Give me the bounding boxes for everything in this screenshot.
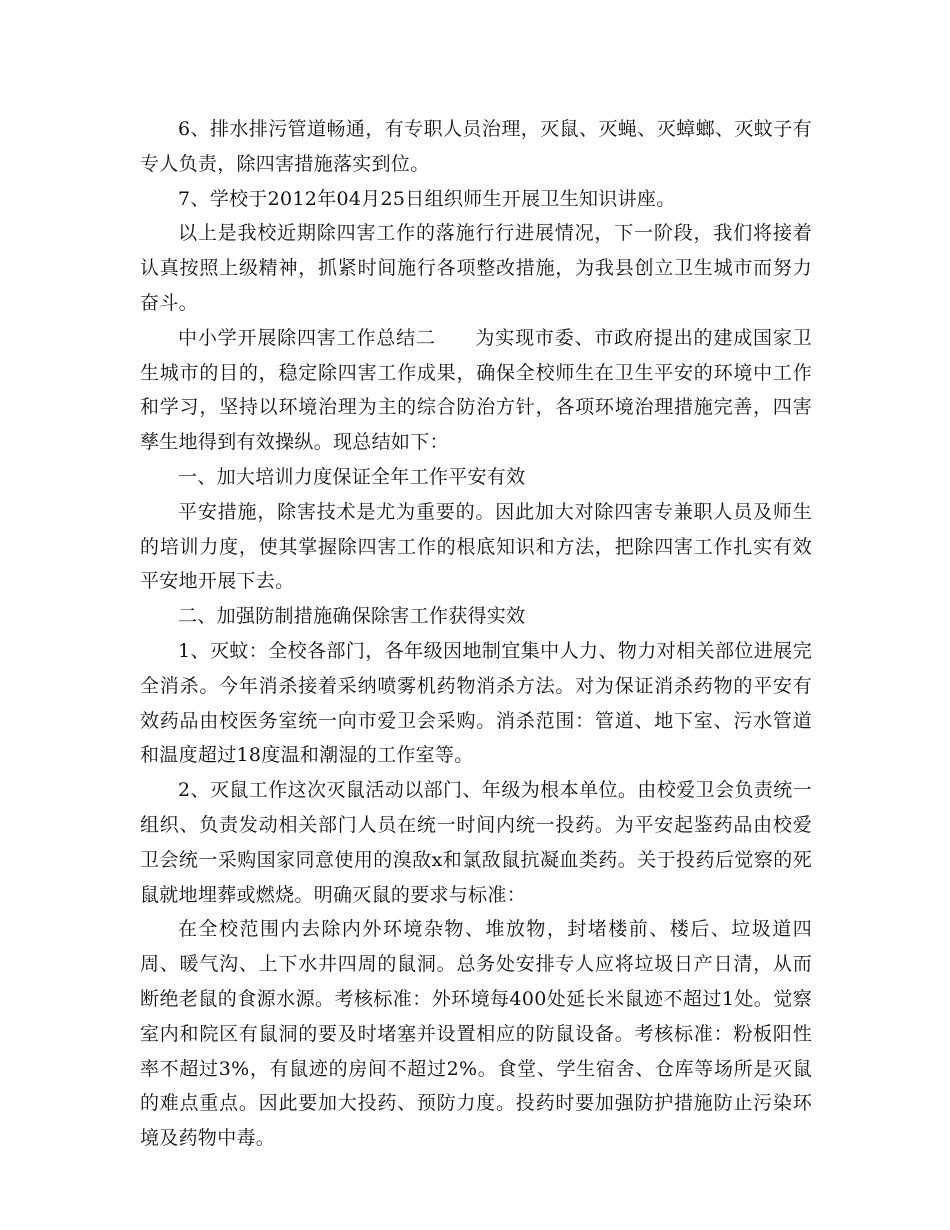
paragraph-item-7-lecture: 7、学校于2012年04月25日组织师生开展卫生知识讲座。 — [178, 187, 676, 210]
paragraph-mosquito-control: 1、灭蚊：全校各部门，各年级因地制宜集中人力、物力对相关部位进展完全消杀。今年消杀接着采纳喷雾机药物消杀方法。对为保证消杀药物的平安有效药品由校医务室统一向市爱卫会采购。消杀范围：管道、地下室、污水管道和温度超过18度温和潮湿的工作室等。 — [140, 639, 812, 767]
document-body — [140, 112, 812, 1156]
section-heading-control-measures: 二、加强防制措施确保除害工作获得实效 — [178, 605, 526, 628]
paragraph-rodent-standards: 在全校范围内去除内外环境杂物、堆放物，封堵楼前、楼后、垃圾道四周、暖气沟、上下水井四周的鼠洞。总务处安排专人应将垃圾日产日清，从而断绝老鼠的食源水源。考核标准：外环境每400处延长米鼠迹不超过1处。觉察室内和院区有鼠洞的要及时堵塞并设置相应的防鼠设备。考核标准：粉板阳性率不超过3%，有鼠迹的房间不超过2%。食堂、学生宿舍、仓库等场所是灭鼠的难点重点。因此要加大投药、预防力度。投药时要加强防护措施防止污染环境及药物中毒。 — [140, 918, 812, 1150]
section-heading-training: 一、加大培训力度保证全年工作平安有效 — [178, 465, 526, 488]
paragraph-training: 平安措施，除害技术是尤为重要的。因此加大对除四害专兼职人员及师生的培训力度，使其掌握除四害工作的根底知识和方法，把除四害工作扎实有效平安地开展下去。 — [140, 500, 812, 593]
paragraph-summary-two-intro: 中小学开展除四害工作总结二 为实现市委、市政府提出的建成国家卫生城市的目的，稳定除四害工作成果，确保全校师生在卫生平安的环境中工作和学习，坚持以环境治理为主的综合防治方针，各项环境治理措施完善，四害孳生地得到有效操纵。现总结如下： — [140, 326, 812, 454]
paragraph-item-6-drainage: 6、排水排污管道畅通，有专职人员治理，灭鼠、灭蝇、灭蟑螂、灭蚊子有专人负责，除四害措施落实到位。 — [140, 118, 812, 175]
paragraph-rodent-control: 2、灭鼠工作这次灭鼠活动以部门、年级为根本单位。由校爱卫会负责统一组织、负责发动相关部门人员在统一时间内统一投药。为平安起鉴药品由校爱卫会统一采购国家同意使用的溴敌x和氯敌鼠抗凝血类药。关于投药后觉察的死鼠就地埋葬或燃烧。明确灭鼠的要求与标准： — [140, 779, 812, 906]
paragraph-progress-summary: 以上是我校近期除四害工作的落施行行进展情况，下一阶段，我们将接着认真按照上级精神，抓紧时间施行各项整改措施，为我县创立卫生城市而努力奋斗。 — [140, 222, 812, 314]
